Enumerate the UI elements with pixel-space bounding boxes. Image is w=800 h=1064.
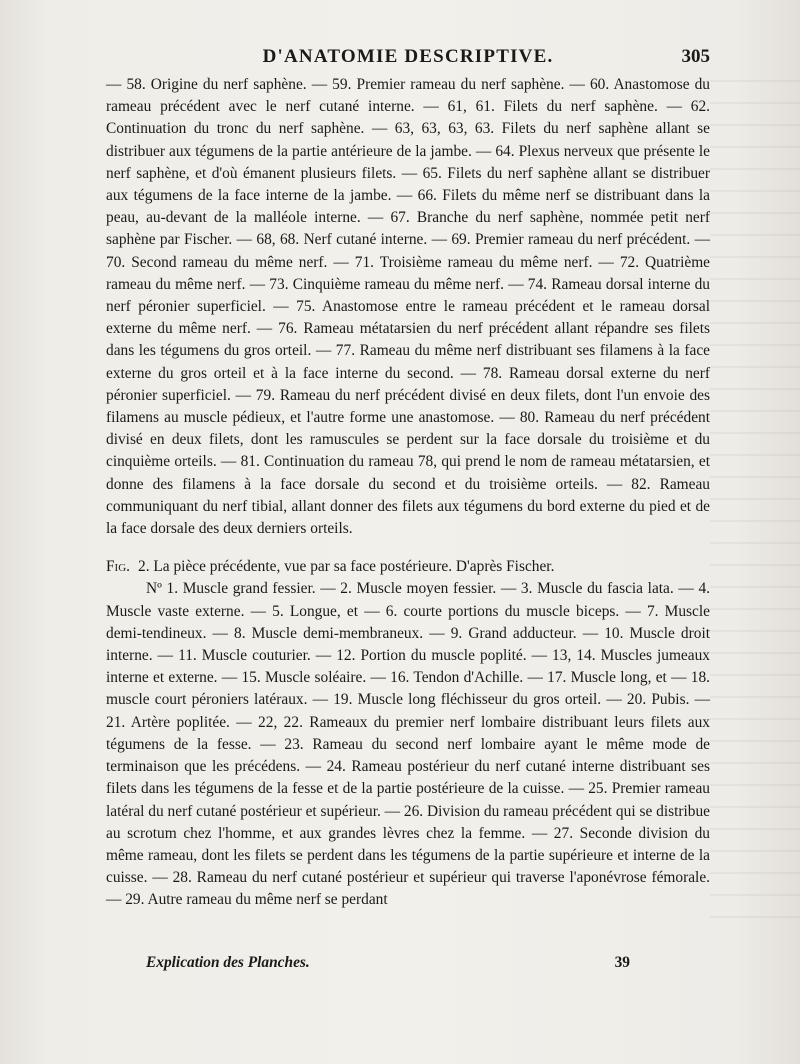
figure-label: Fig. — [106, 558, 131, 576]
figure-caption-block — [106, 556, 710, 911]
figure-legend-text: Nº 1. Muscle grand fessier. — 2. Muscle moyen fessier. — 3. Muscle du fascia lata. — 4. Muscle vaste externe. — 5. Longue, et — 6. courte portions du muscle biceps. — 7. Muscle demi-tendineux. — 8. Muscle demi-membraneux. — 9. Grand adducteur. — 10. Muscle droit interne. — 11. Muscle couturier. — 12. Portion du muscle poplité. — 13, 14. Muscles jumeaux interne et externe. — 15. Muscle soléaire. — 16. Tendon d'Achille. — 17. Muscle long, et — 18. muscle court péroniers latéraux. — 19. Muscle long fléchisseur du gros orteil. — 20. Pubis. — 21. Artère poplitée. — 22, 22. Rameaux du premier nerf lombaire distribuant leurs filets aux tégumens de la fesse. — 23. Rameau du second nerf lombaire ayant le même mode de terminaison que les précédens. — 24. Rameau postérieur du nerf cutané interne distribuant ses filets dans les tégumens de la fesse et de la partie postérieure de la cuisse. — 25. Premier rameau latéral du nerf cutané postérieur et supérieur. — 26. Division du rameau précédent qui se distribue au scrotum chez l'homme, et aux grandes lèvres chez la femme. — 27. Seconde division du même rameau, dont les filets se perdent dans les tégumens de la partie supérieure et interne de la cuisse. — 28. Rameau du nerf cutané postérieur et supérieur qui traverse l'aponévrose fémorale. — 29. Autre rameau du même nerf se perdant — [106, 580, 710, 909]
figure-title: 2. La pièce précédente, vue par sa face postérieure. D'après Fischer. — [138, 558, 555, 576]
page-footer — [146, 954, 666, 978]
page-header — [106, 46, 710, 74]
paragraph-nerve-list: — 58. Origine du nerf saphène. — 59. Premier rameau du nerf saphène. — 60. Anastomose du rameau précédent avec le nerf cutané interne. — 61, 61. Filets du nerf saphène. — 62. Continuation du tronc du nerf saphène. — 63, 63, 63, 63. Filets du nerf saphène allant se distribuer aux tégumens de la partie antérieure de la jambe. — 64. Plexus nerveux que présente le nerf saphène, et d'où émanent plusieurs filets. — 65. Filets du nerf saphène allant se distribuer aux tégumens de la face interne de la jambe. — 66. Filets du même nerf se distribuant dans la peau, au-devant de la malléole interne. — 67. Branche du nerf saphène, nommée petit nerf saphène par Fischer. — 68, 68. Nerf cutané interne. — 69. Premier rameau du nerf précédent. — 70. Second rameau du même nerf. — 71. Troisième rameau du même nerf. — 72. Quatrième rameau du même nerf. — 73. Cinquième rameau du même nerf. — 74. Rameau dorsal interne du nerf péronier superficiel. — 75. Anastomose entre le rameau précédent et le rameau dorsal externe du même nerf. — 76. Rameau métatarsien du nerf précédent allant répandre ses filets dans les tégumens du gros orteil. — 77. Rameau du même nerf distribuant ses filamens à la face externe du gros orteil et à la face interne du second. — 78. Rameau dorsal externe du nerf péronier superficiel. — 79. Rameau du nerf précédent divisé en deux filets, dont l'un envoie des filamens au muscle pédieux, et l'autre forme une anastomose. — 80. Rameau du nerf précédent divisé en deux filets, dont les ramuscules se perdent sur la face dorsale du troisième et du cinquième orteils. — 81. Continuation du rameau 78, qui prend le nom de rameau métatarsien, et donne des filamens à la face dorsale du second et du troisième orteils. — 82. Rameau communiquant du nerf tibial, allant donner des filets aux tégumens du bord externe du pied et de la face dorsale des deux derniers orteils. — [106, 76, 710, 538]
page-number: 305 — [681, 46, 710, 67]
signature-mark: 39 — [614, 954, 630, 971]
show-through-shadow — [710, 70, 800, 930]
figure-title-line — [106, 556, 710, 578]
footer-label: Explication des Planches. — [146, 954, 310, 971]
running-head: D'ANATOMIE DESCRIPTIVE. — [262, 46, 554, 67]
page-body — [106, 74, 710, 912]
